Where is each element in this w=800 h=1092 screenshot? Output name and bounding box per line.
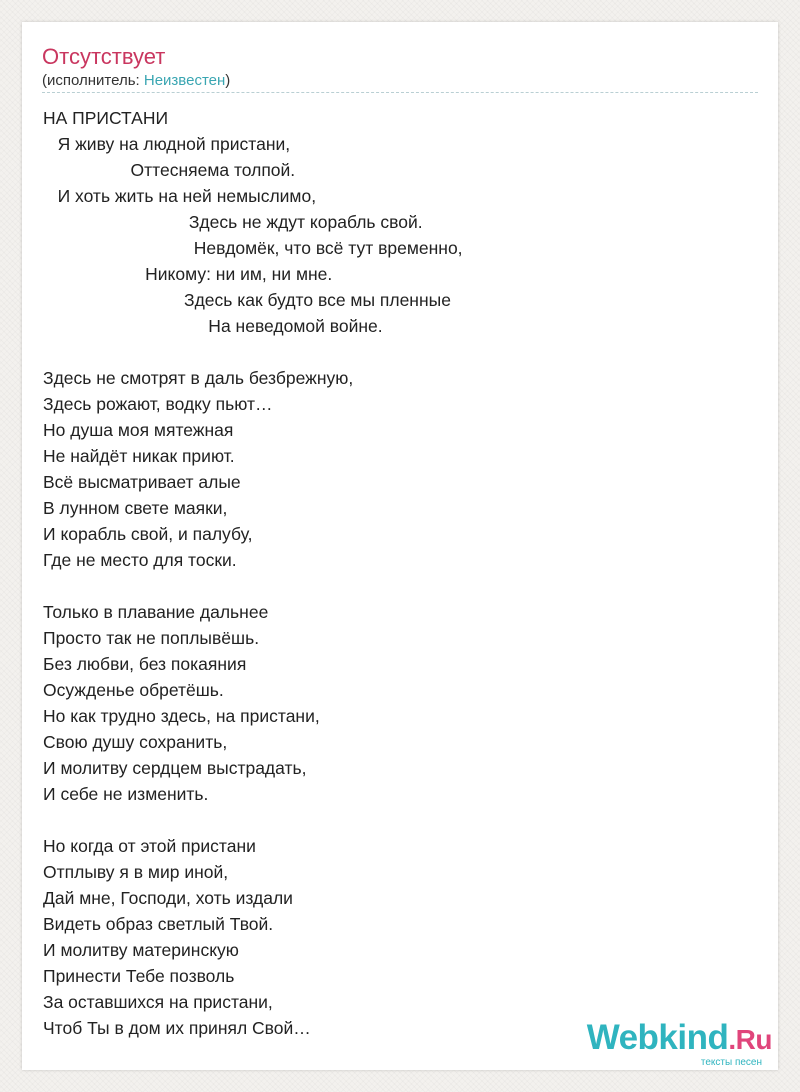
lyric-line: И молитву сердцем выстрадать, (43, 758, 307, 778)
lyric-line: Здесь как будто все мы пленные (43, 290, 451, 310)
song-title: Отсутствует (42, 44, 166, 69)
lyric-line: Всё высматривает алые (43, 472, 241, 492)
lyric-line: Но душа моя мятежная (43, 420, 234, 440)
lyric-line: Свою душу сохранить, (43, 732, 228, 752)
lyric-line: И хоть жить на ней немыслимо, (43, 186, 317, 206)
lyric-line: Не найдёт никак приют. (43, 446, 235, 466)
lyric-line: В лунном свете маяки, (43, 498, 228, 518)
lyric-line: Но как трудно здесь, на пристани, (43, 706, 320, 726)
logo-tld: .Ru (728, 1024, 772, 1055)
lyric-line: Осужденье обретёшь. (43, 680, 224, 700)
divider (42, 92, 758, 93)
site-logo[interactable] (587, 1020, 772, 1058)
stanza-gap (43, 807, 743, 833)
lyric-line: Невдомёк, что всё тут временно, (43, 238, 463, 258)
lyrics-heading: НА ПРИСТАНИ (43, 108, 169, 128)
lyric-line: Принести Тебе позволь (43, 966, 235, 986)
lyric-line: Здесь рожают, водку пьют… (43, 394, 273, 414)
logo-brand: Webkind (586, 1018, 729, 1057)
stanza-4 (43, 833, 743, 1041)
lyric-line: И корабль свой, и палубу, (43, 524, 253, 544)
lyric-line: Отплыву я в мир иной, (43, 862, 229, 882)
stanza-gap (43, 339, 743, 365)
artist-line (42, 72, 230, 90)
lyric-line: За оставшихся на пристани, (43, 992, 273, 1012)
artist-suffix: ) (225, 72, 231, 89)
lyrics-card (22, 22, 778, 1070)
stanza-1 (43, 131, 743, 339)
lyric-line: Видеть образ светлый Твой. (43, 914, 274, 934)
lyric-line: Без любви, без покаяния (43, 654, 247, 674)
stanza-gap (43, 573, 743, 599)
lyric-line: Никому: ни им, ни мне. (43, 264, 333, 284)
stanza-3 (43, 599, 743, 807)
lyric-line: Дай мне, Господи, хоть издали (43, 888, 293, 908)
lyric-line: Чтоб Ты в дом их принял Свой… (43, 1018, 311, 1038)
lyric-line: Здесь не ждут корабль свой. (43, 212, 423, 232)
lyric-line: Оттесняема толпой. (43, 160, 296, 180)
lyric-line: Просто так не поплывёшь. (43, 628, 260, 648)
artist-link[interactable]: Неизвестен (143, 72, 226, 89)
lyric-line: Я живу на людной пристани, (43, 134, 291, 154)
lyric-line: Но когда от этой пристани (43, 836, 256, 856)
lyric-line: Где не место для тоски. (43, 550, 237, 570)
lyrics-text (43, 105, 743, 1041)
lyric-line: И себе не изменить. (43, 784, 209, 804)
stanza-2 (43, 365, 743, 573)
logo-tagline: тексты песен (700, 1057, 762, 1068)
artist-prefix: (исполнитель: (42, 72, 144, 89)
lyric-line: Только в плавание дальнее (43, 602, 269, 622)
lyric-line: На неведомой войне. (43, 316, 383, 336)
lyric-line: И молитву материнскую (43, 940, 239, 960)
lyric-line: Здесь не смотрят в даль безбрежную, (43, 368, 354, 388)
